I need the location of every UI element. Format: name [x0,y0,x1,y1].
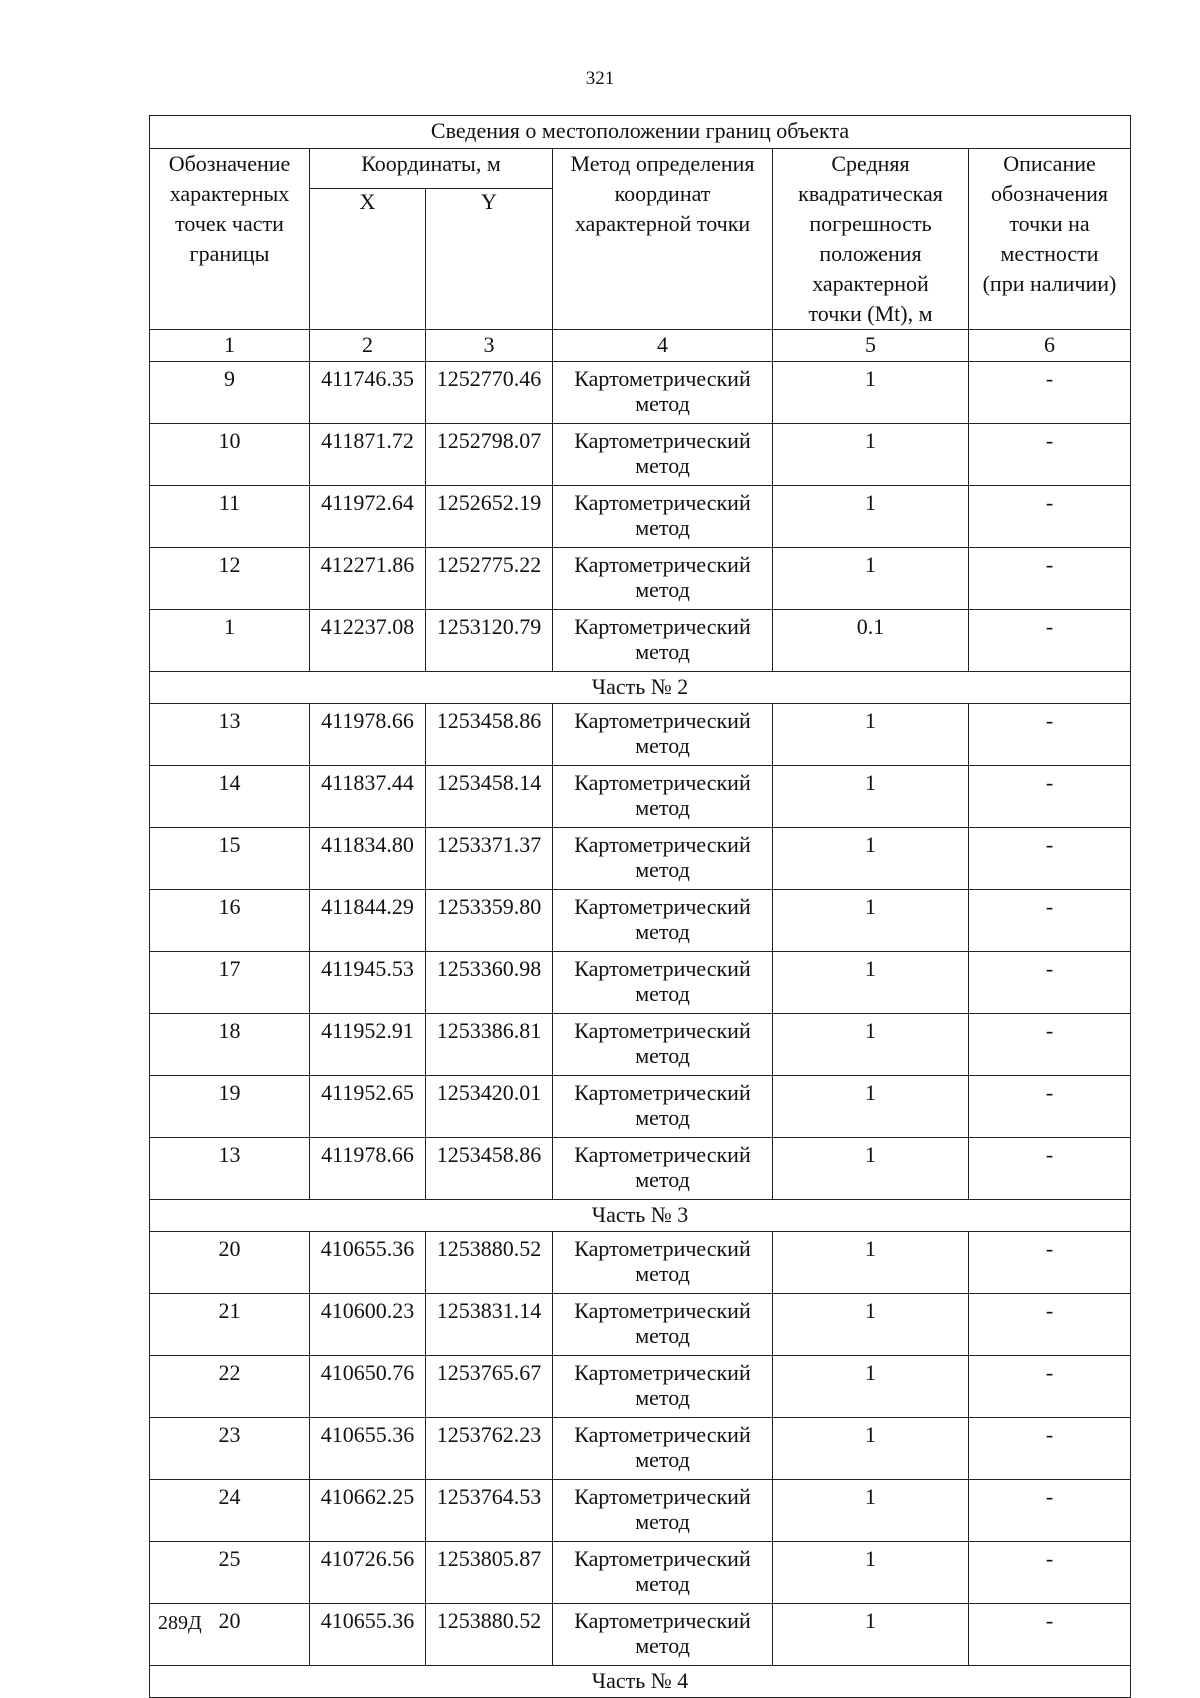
method: Картометрический метод [553,828,773,890]
method: Картометрический метод [553,610,773,672]
coord-y: 1253386.81 [426,1014,553,1076]
mean-error: 1 [773,1294,969,1356]
point-id: 18 [150,1014,310,1076]
column-number: 4 [553,330,773,362]
table-row [150,1480,1131,1542]
column-number: 3 [426,330,553,362]
header-description: Описание обозначения точки на местности (при наличии) [969,149,1131,330]
point-description: - [969,362,1131,424]
mean-error: 1 [773,1138,969,1200]
point-description: - [969,1232,1131,1294]
mean-error: 1 [773,1480,969,1542]
point-id: 13 [150,704,310,766]
table-row [150,362,1131,424]
header-point: Обозначение характерных точек части границы [150,149,310,330]
coord-y: 1253420.01 [426,1076,553,1138]
point-id: 19 [150,1076,310,1138]
method: Картометрический метод [553,1014,773,1076]
point-id: 16 [150,890,310,952]
method: Картометрический метод [553,1480,773,1542]
page-number: 321 [585,68,615,89]
point-id: 21 [150,1294,310,1356]
coord-y: 1253831.14 [426,1294,553,1356]
column-number: 5 [773,330,969,362]
table-row [150,766,1131,828]
table-row [150,1232,1131,1294]
coord-x: 410655.36 [310,1418,426,1480]
mean-error: 1 [773,1232,969,1294]
method: Картометрический метод [553,1076,773,1138]
coord-y: 1253371.37 [426,828,553,890]
mean-error: 1 [773,1542,969,1604]
point-description: - [969,1014,1131,1076]
table-row [150,610,1131,672]
coord-y: 1252652.19 [426,486,553,548]
header-row-top [150,149,1131,189]
point-id: 24 [150,1480,310,1542]
table-row [150,1076,1131,1138]
part-label: Часть № 4 [150,1666,1131,1698]
part-label: Часть № 3 [150,1200,1131,1232]
point-id: 25 [150,1542,310,1604]
point-id: 20 [150,1604,310,1666]
coord-x: 410655.36 [310,1604,426,1666]
point-description: - [969,486,1131,548]
point-description: - [969,548,1131,610]
coord-x: 411871.72 [310,424,426,486]
header-method: Метод определения координат характерной точки [553,149,773,330]
method: Картометрический метод [553,704,773,766]
table-row [150,424,1131,486]
point-description: - [969,1418,1131,1480]
coord-x: 411746.35 [310,362,426,424]
point-id: 22 [150,1356,310,1418]
method: Картометрический метод [553,1604,773,1666]
coord-x: 412237.08 [310,610,426,672]
point-id: 20 [150,1232,310,1294]
mean-error: 1 [773,1014,969,1076]
document-code: 289Д [158,1612,202,1634]
coord-y: 1253458.14 [426,766,553,828]
coord-x: 411844.29 [310,890,426,952]
mean-error: 0.1 [773,610,969,672]
point-id: 11 [150,486,310,548]
column-number: 6 [969,330,1131,362]
table-title: Сведения о местоположении границ объекта [150,116,1131,149]
table-row [150,548,1131,610]
table-row [150,1014,1131,1076]
method: Картометрический метод [553,1418,773,1480]
point-id: 12 [150,548,310,610]
point-id: 9 [150,362,310,424]
header-error: Средняя квадратическая погрешность положения характерной точки (Mt), м [773,149,969,330]
mean-error: 1 [773,1076,969,1138]
point-id: 23 [150,1418,310,1480]
column-number: 2 [310,330,426,362]
method: Картометрический метод [553,1294,773,1356]
coord-x: 411952.91 [310,1014,426,1076]
coord-y: 1253120.79 [426,610,553,672]
coord-x: 411834.80 [310,828,426,890]
coord-y: 1253880.52 [426,1604,553,1666]
point-description: - [969,1604,1131,1666]
coord-y: 1253458.86 [426,1138,553,1200]
point-description: - [969,1356,1131,1418]
method: Картометрический метод [553,952,773,1014]
mean-error: 1 [773,1418,969,1480]
method: Картометрический метод [553,424,773,486]
part-label: Часть № 2 [150,672,1131,704]
method: Картометрический метод [553,548,773,610]
point-id: 14 [150,766,310,828]
table-row [150,1418,1131,1480]
part-row [150,672,1131,704]
coord-x: 410662.25 [310,1480,426,1542]
point-id: 17 [150,952,310,1014]
mean-error: 1 [773,548,969,610]
coord-x: 410600.23 [310,1294,426,1356]
coord-x: 412271.86 [310,548,426,610]
coord-x: 410650.76 [310,1356,426,1418]
point-description: - [969,952,1131,1014]
coord-y: 1252775.22 [426,548,553,610]
table-title-row [150,116,1131,149]
table-row [150,1138,1131,1200]
mean-error: 1 [773,424,969,486]
coord-x: 411978.66 [310,1138,426,1200]
mean-error: 1 [773,1356,969,1418]
header-coords: Координаты, м [310,149,553,189]
coord-y: 1252770.46 [426,362,553,424]
point-description: - [969,1138,1131,1200]
coord-x: 411978.66 [310,704,426,766]
coord-y: 1253880.52 [426,1232,553,1294]
point-id: 13 [150,1138,310,1200]
coord-x: 410655.36 [310,1232,426,1294]
part-row [150,1666,1131,1698]
point-description: - [969,704,1131,766]
method: Картометрический метод [553,1356,773,1418]
coord-x: 411952.65 [310,1076,426,1138]
coord-y: 1253359.80 [426,890,553,952]
point-description: - [969,1294,1131,1356]
coord-y: 1253762.23 [426,1418,553,1480]
coord-y: 1253764.53 [426,1480,553,1542]
point-description: - [969,424,1131,486]
mean-error: 1 [773,828,969,890]
coord-y: 1253765.67 [426,1356,553,1418]
point-description: - [969,766,1131,828]
column-number: 1 [150,330,310,362]
table-row [150,890,1131,952]
method: Картометрический метод [553,1232,773,1294]
mean-error: 1 [773,766,969,828]
method: Картометрический метод [553,1138,773,1200]
header-x: X [310,189,426,330]
coord-x: 411945.53 [310,952,426,1014]
point-description: - [969,1480,1131,1542]
table-row [150,952,1131,1014]
boundary-coordinates-table [149,115,1131,1698]
coord-x: 410726.56 [310,1542,426,1604]
table-row [150,1542,1131,1604]
mean-error: 1 [773,890,969,952]
method: Картометрический метод [553,486,773,548]
table-row [150,828,1131,890]
table-row [150,1294,1131,1356]
table-row [150,1604,1131,1666]
method: Картометрический метод [553,362,773,424]
header-y: Y [426,189,553,330]
table-row [150,704,1131,766]
table-row [150,1356,1131,1418]
mean-error: 1 [773,1604,969,1666]
mean-error: 1 [773,952,969,1014]
point-id: 15 [150,828,310,890]
method: Картометрический метод [553,890,773,952]
coord-x: 411972.64 [310,486,426,548]
table-row [150,486,1131,548]
mean-error: 1 [773,486,969,548]
coord-x: 411837.44 [310,766,426,828]
point-description: - [969,828,1131,890]
mean-error: 1 [773,704,969,766]
column-numbers-row [150,330,1131,362]
coord-y: 1253360.98 [426,952,553,1014]
point-description: - [969,890,1131,952]
point-description: - [969,610,1131,672]
mean-error: 1 [773,362,969,424]
coord-y: 1252798.07 [426,424,553,486]
point-description: - [969,1542,1131,1604]
point-id: 1 [150,610,310,672]
part-row [150,1200,1131,1232]
coord-y: 1253805.87 [426,1542,553,1604]
method: Картометрический метод [553,1542,773,1604]
point-id: 10 [150,424,310,486]
point-description: - [969,1076,1131,1138]
coord-y: 1253458.86 [426,704,553,766]
method: Картометрический метод [553,766,773,828]
